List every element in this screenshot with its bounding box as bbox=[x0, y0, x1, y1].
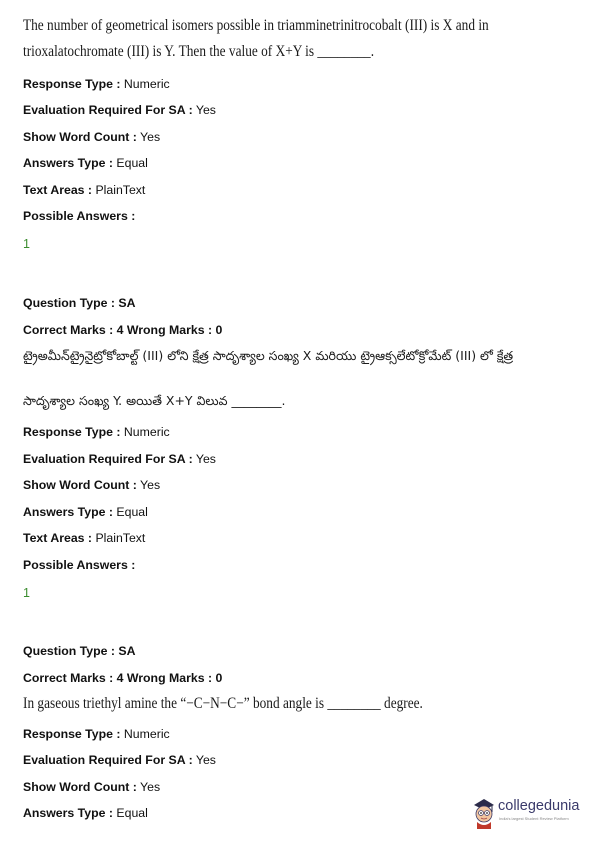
collegedunia-logo bbox=[470, 795, 582, 831]
q2-answer-value: 1 bbox=[23, 586, 30, 600]
q2-show-word-count: Show Word Count : Yes bbox=[23, 478, 161, 492]
q1-answer-value: 1 bbox=[23, 237, 30, 251]
q1-response-type: Response Type : Numeric bbox=[23, 77, 170, 91]
q2-question-type: Question Type : SA bbox=[23, 296, 136, 310]
q2-evaluation-required: Evaluation Required For SA : Yes bbox=[23, 452, 216, 466]
q3-answers-type: Answers Type : Equal bbox=[23, 806, 148, 820]
q3-marks: Correct Marks : 4 Wrong Marks : 0 bbox=[23, 671, 223, 685]
q2-telugu-text-line1: ట్రైఅమీన్‌ట్రైనైట్రోకోబాల్ట్ (III) లోని క్షేత్ర సాదృశ్యాల సంఖ్య X మరియు ట్రైఆక్సలేటోక్రోమేట్ (III) లో క్షేత్ర bbox=[23, 348, 514, 363]
q1-answers-type: Answers Type : Equal bbox=[23, 156, 148, 170]
q2-marks: Correct Marks : 4 Wrong Marks : 0 bbox=[23, 323, 223, 337]
q2-possible-answers: Possible Answers : bbox=[23, 558, 136, 572]
q2-response-type: Response Type : Numeric bbox=[23, 425, 170, 439]
logo-tagline: India's largest Student Review Platform bbox=[499, 816, 569, 821]
q2-text-areas: Text Areas : PlainText bbox=[23, 531, 146, 545]
q3-show-word-count: Show Word Count : Yes bbox=[23, 780, 161, 794]
q1-show-word-count: Show Word Count : Yes bbox=[23, 130, 161, 144]
q1-text-line1: The number of geometrical isomers possible in triamminetrinitrocobalt (III) is X and in bbox=[23, 17, 489, 34]
q1-text-areas: Text Areas : PlainText bbox=[23, 183, 146, 197]
q3-question-type: Question Type : SA bbox=[23, 644, 136, 658]
q2-answers-type: Answers Type : Equal bbox=[23, 505, 148, 519]
q1-possible-answers: Possible Answers : bbox=[23, 209, 136, 223]
q1-text-line2: trioxalatochromate (III) is Y. Then the value of X+Y is ________. bbox=[23, 43, 375, 60]
q2-telugu-text-line2: సాదృశ్యాల సంఖ్య Y. అయితే X+Y విలువ ________. bbox=[23, 393, 286, 408]
q3-text-line1: In gaseous triethyl amine the “−C−N−C−” bond angle is ________ degree. bbox=[23, 695, 423, 712]
q1-evaluation-required: Evaluation Required For SA : Yes bbox=[23, 103, 216, 117]
q3-response-type: Response Type : Numeric bbox=[23, 727, 170, 741]
logo-wordmark: collegedunia bbox=[498, 798, 580, 814]
q3-evaluation-required: Evaluation Required For SA : Yes bbox=[23, 753, 216, 767]
mascot-icon bbox=[470, 795, 498, 829]
